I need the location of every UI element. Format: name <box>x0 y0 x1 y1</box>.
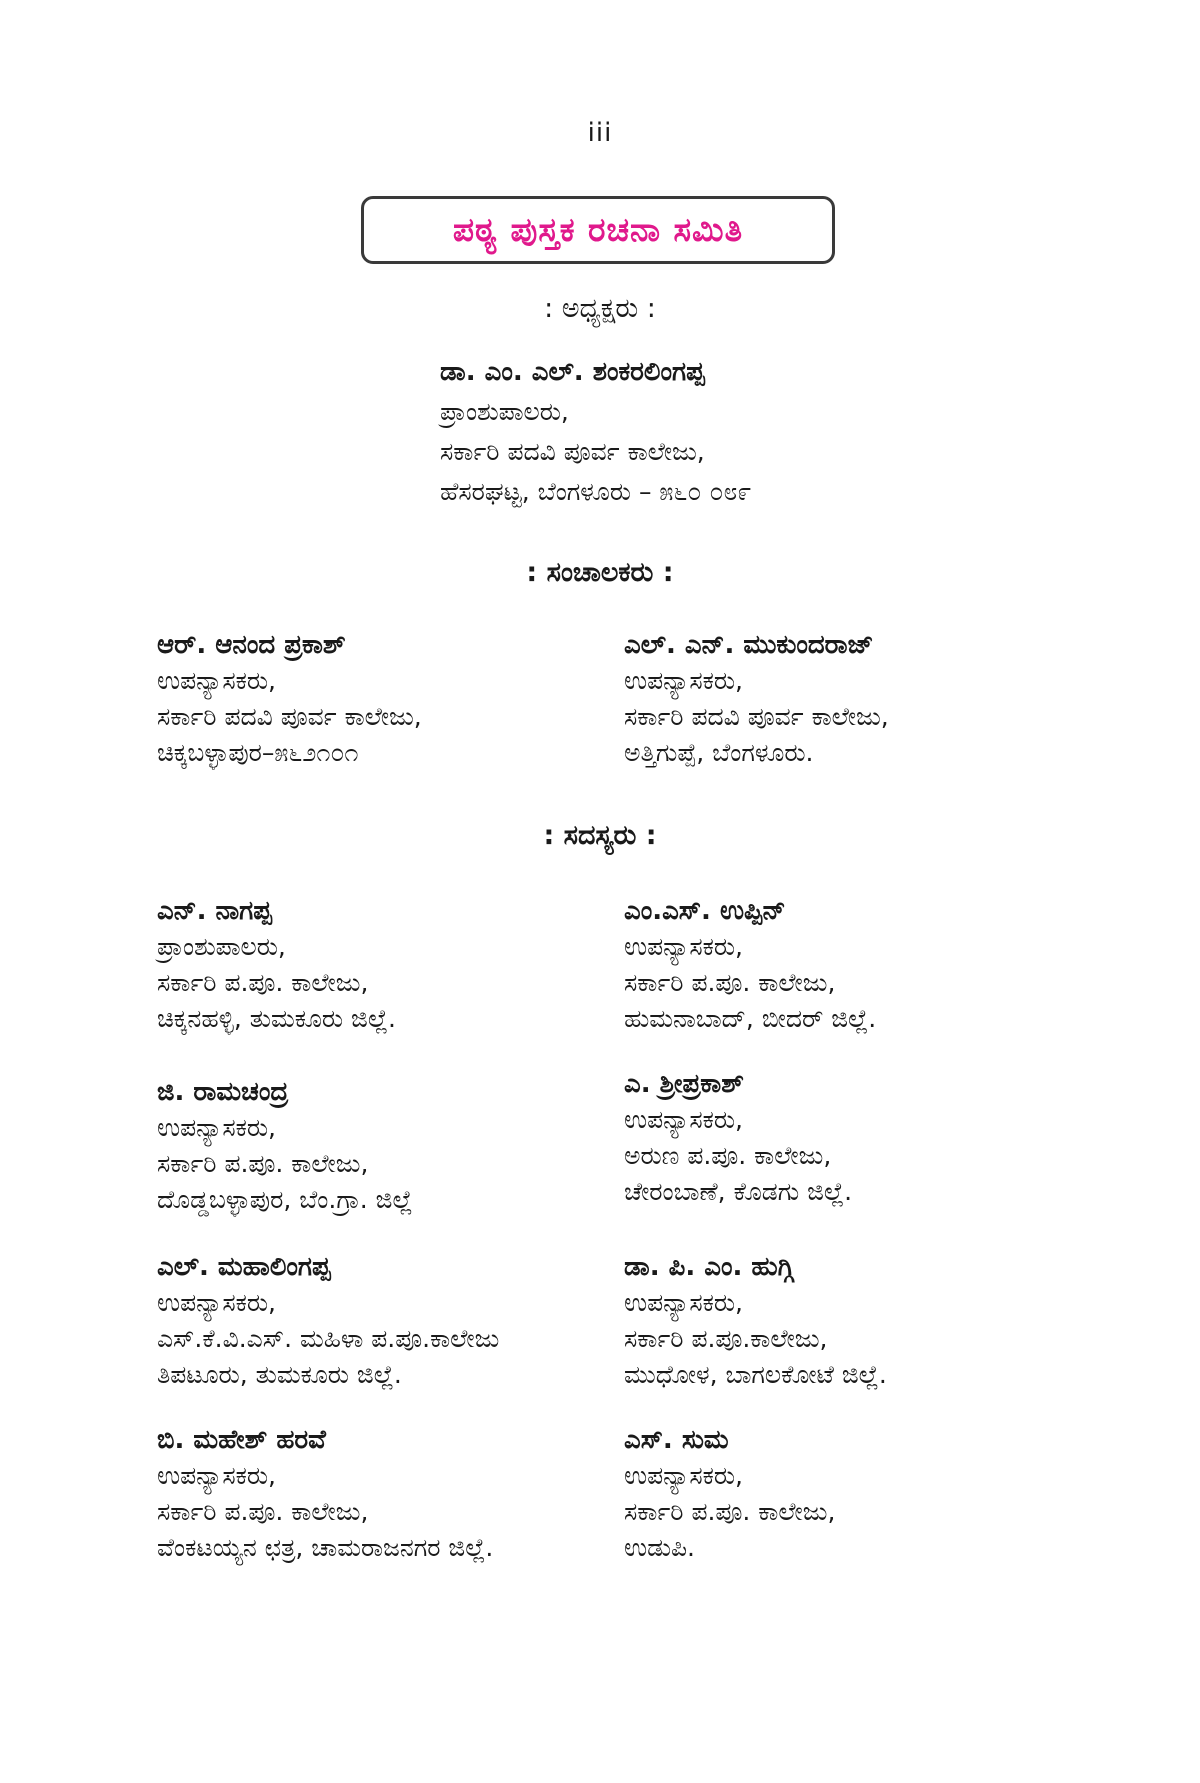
person-address: ಮುಧೋಳ, ಬಾಗಲಕೋಟೆ ಜಿಲ್ಲೆ. <box>624 1360 887 1389</box>
member-card <box>157 893 597 1037</box>
person-institution: ಅರುಣ ಪ.ಪೂ. ಕಾಲೇಜು, <box>624 1141 832 1170</box>
person-designation: ಉಪನ್ಯಾಸಕರು, <box>157 1461 276 1490</box>
person-designation: ಉಪನ್ಯಾಸಕರು, <box>157 1113 276 1142</box>
person-institution: ಸರ್ಕಾರಿ ಪದವಿ ಪೂರ್ವ ಕಾಲೇಜು, <box>624 702 889 731</box>
chair-name: ಡಾ. ಎಂ. ಎಲ್. ಶಂಕರಲಿಂಗಪ್ಪ <box>440 357 705 387</box>
person-designation: ಉಪನ್ಯಾಸಕರು, <box>157 1288 276 1317</box>
chair-institution: ಸರ್ಕಾರಿ ಪದವಿ ಪೂರ್ವ ಕಾಲೇಜು, <box>440 437 705 466</box>
conveners-heading: : ಸಂಚಾಲಕರು : <box>526 557 674 588</box>
member-card <box>157 1249 597 1393</box>
person-address: ಉಡುಪಿ. <box>624 1533 695 1562</box>
convener-card <box>624 627 1064 771</box>
person-name: ಎ. ಶ್ರೀಪ್ರಕಾಶ್ <box>624 1069 744 1099</box>
member-card <box>624 893 1064 1037</box>
person-designation: ಉಪನ್ಯಾಸಕರು, <box>624 1105 743 1134</box>
person-designation: ಪ್ರಾಂಶುಪಾಲರು, <box>157 932 286 961</box>
person-name: ಡಾ. ಪಿ. ಎಂ. ಹುಗ್ಗಿ <box>624 1252 794 1282</box>
member-card <box>624 1422 1064 1566</box>
person-name: ಎಸ್. ಸುಮ <box>624 1425 729 1455</box>
chair-heading: : ಅಧ್ಯಕ್ಷರು : <box>544 293 656 324</box>
person-name: ಎಂ.ಎಸ್. ಉಪ್ಪಿನ್ <box>624 896 786 926</box>
member-card <box>157 1074 597 1218</box>
person-institution: ಸರ್ಕಾರಿ ಪ.ಪೂ. ಕಾಲೇಜು, <box>157 968 369 997</box>
title-box <box>361 196 835 264</box>
convener-card <box>157 627 597 771</box>
member-card <box>624 1066 1064 1210</box>
person-institution: ಸರ್ಕಾರಿ ಪ.ಪೂ. ಕಾಲೇಜು, <box>624 968 836 997</box>
person-designation: ಉಪನ್ಯಾಸಕರು, <box>624 932 743 961</box>
members-heading: : ಸದಸ್ಯರು : <box>543 820 657 851</box>
person-designation: ಉಪನ್ಯಾಸಕರು, <box>624 1461 743 1490</box>
person-address: ತಿಪಟೂರು, ತುಮಕೂರು ಜಿಲ್ಲೆ. <box>157 1360 402 1389</box>
person-name: ಆರ್. ಆನಂದ ಪ್ರಕಾಶ್ <box>157 630 346 660</box>
person-institution: ಎಸ್.ಕೆ.ವಿ.ಎಸ್. ಮಹಿಳಾ ಪ.ಪೂ.ಕಾಲೇಜು <box>157 1324 500 1353</box>
member-card <box>157 1422 597 1566</box>
page-title: ಪಠ್ಯ ಪುಸ್ತಕ ರಚನಾ ಸಮಿತಿ <box>452 210 744 249</box>
person-address: ಅತ್ತಿಗುಪ್ಪೆ, ಬೆಂಗಳೂರು. <box>624 738 814 767</box>
person-name: ಜಿ. ರಾಮಚಂದ್ರ <box>157 1077 289 1107</box>
chair-designation: ಪ್ರಾಂಶುಪಾಲರು, <box>440 397 569 426</box>
person-address: ದೊಡ್ಡಬಳ್ಳಾಪುರ, ಬೆಂ.ಗ್ರಾ. ಜಿಲ್ಲೆ <box>157 1185 413 1214</box>
person-institution: ಸರ್ಕಾರಿ ಪದವಿ ಪೂರ್ವ ಕಾಲೇಜು, <box>157 702 422 731</box>
person-address: ಚಿಕ್ಕನಹಳ್ಳಿ, ತುಮಕೂರು ಜಿಲ್ಲೆ. <box>157 1004 396 1033</box>
chair-block <box>440 352 1000 512</box>
person-institution: ಸರ್ಕಾರಿ ಪ.ಪೂ. ಕಾಲೇಜು, <box>624 1497 836 1526</box>
person-address: ಚೇರಂಬಾಣೆ, ಕೊಡಗು ಜಿಲ್ಲೆ. <box>624 1177 853 1206</box>
person-designation: ಉಪನ್ಯಾಸಕರು, <box>157 666 276 695</box>
person-name: ಎಲ್. ಮಹಾಲಿಂಗಪ್ಪ <box>157 1252 331 1282</box>
page-number: iii <box>587 118 613 148</box>
member-card <box>624 1249 1064 1393</box>
chair-address: ಹೆಸರಘಟ್ಟ, ಬೆಂಗಳೂರು – ೫೬೦ ೦೮೯ <box>440 477 752 506</box>
person-institution: ಸರ್ಕಾರಿ ಪ.ಪೂ.ಕಾಲೇಜು, <box>624 1324 828 1353</box>
person-designation: ಉಪನ್ಯಾಸಕರು, <box>624 666 743 695</box>
person-name: ಬಿ. ಮಹೇಶ್ ಹರವೆ <box>157 1425 326 1455</box>
person-designation: ಉಪನ್ಯಾಸಕರು, <box>624 1288 743 1317</box>
person-institution: ಸರ್ಕಾರಿ ಪ.ಪೂ. ಕಾಲೇಜು, <box>157 1497 369 1526</box>
person-address: ಚಿಕ್ಕಬಳ್ಳಾಪುರ–೫೬೨೧೦೧ <box>157 738 359 767</box>
person-name: ಎನ್. ನಾಗಪ್ಪ <box>157 896 272 926</box>
person-name: ಎಲ್. ಎನ್. ಮುಕುಂದರಾಜ್ <box>624 630 874 660</box>
person-institution: ಸರ್ಕಾರಿ ಪ.ಪೂ. ಕಾಲೇಜು, <box>157 1149 369 1178</box>
person-address: ವೆಂಕಟಯ್ಯನ ಛತ್ರ, ಚಾಮರಾಜನಗರ ಜಿಲ್ಲೆ. <box>157 1533 494 1562</box>
person-address: ಹುಮನಾಬಾದ್, ಬೀದರ್ ಜಿಲ್ಲೆ. <box>624 1004 877 1033</box>
